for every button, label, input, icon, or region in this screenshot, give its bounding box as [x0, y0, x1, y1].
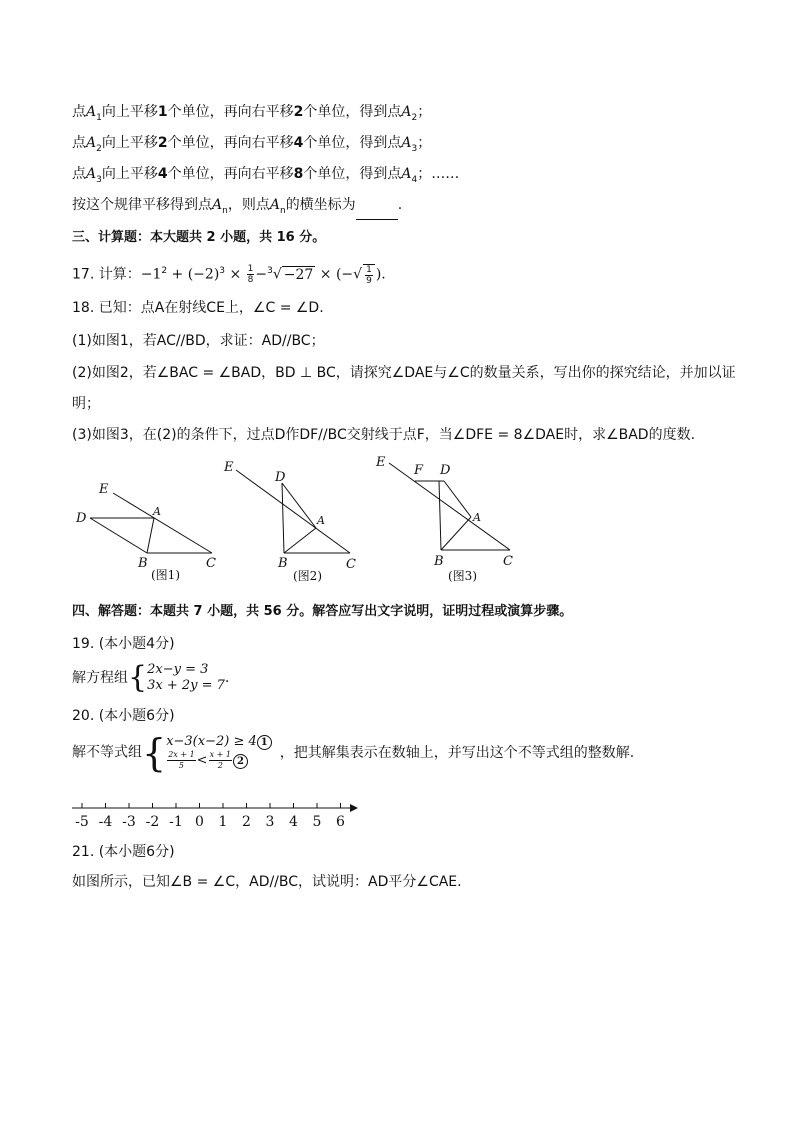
- fraction-one-ninth: $\frac{1}{9}$: [363, 264, 375, 286]
- fig3-label-D: D: [440, 463, 451, 478]
- question-21-head: 21. (本小题6分): [72, 844, 175, 860]
- fig3-label-E: E: [376, 455, 386, 470]
- number-line-tick-label: -4: [98, 814, 113, 830]
- number-line-tick-label: 4: [289, 814, 298, 830]
- question-20-body: 解不等式组{ x−3(x−2) ≥ 4 1 $\frac{2x + 1}{5}$ < $\frac{x + 1}{2}$ 2 ，把其解集表示在数轴上，并写出这个不等式组的整数解.: [72, 730, 635, 775]
- fraction-one-eighth: $\frac{1}{8}$: [247, 264, 254, 286]
- fig1-label-A: A: [153, 505, 161, 518]
- number-line-arrow-icon: [350, 804, 358, 812]
- sequence-line-2: 点$A_2$向上平移2个单位，再向右平移4个单位，得到点$A_3$；: [72, 135, 432, 154]
- sequence-line-3: 点$A_3$向上平移4个单位，再向右平移8个单位，得到点$A_4$；……: [72, 166, 460, 185]
- number-line-tick-label: 3: [265, 814, 275, 830]
- fig1-label-D: D: [76, 511, 87, 526]
- fig1-line-EC: [113, 493, 212, 553]
- fig2-label-C: C: [346, 557, 356, 572]
- question-19-head: 19. (本小题4分): [72, 636, 175, 652]
- fig3-label-F: F: [414, 463, 424, 478]
- inequality-system: x−3(x−2) ≥ 4 1 $\frac{2x + 1}{5}$ < $\frac{x + 1}{2}$ 2: [166, 734, 272, 771]
- question-18-part-2: (2)如图2，若∠BAC = ∠BAD，BD ⊥ BC，请探究∠DAE与∠C的数量关系，写出你的探究结论，并加以证: [72, 365, 736, 381]
- fig2-line-BA: [284, 528, 316, 553]
- fig1-caption: (图1): [151, 568, 180, 582]
- fig1-label-C: C: [206, 556, 216, 571]
- fig2-line-DB: [282, 483, 284, 553]
- fig3-label-B: B: [434, 554, 444, 569]
- question-18-part-3: (3)如图3，在(2)的条件下，过点D作DF//BC交射线于点F，当∠DFE = 8∠DAE时，求∠BAD的度数.: [72, 427, 696, 443]
- question-19-body: 解方程组{ 2x−y = 3 3x + 2y = 7 .: [72, 660, 230, 695]
- number-line-tick-label: 6: [336, 814, 345, 830]
- number-line-tick-label: -1: [169, 814, 183, 830]
- question-18-head: 18. 已知：点A在射线CE上，∠C = ∠D.: [72, 300, 324, 316]
- fig2-label-D: D: [275, 470, 286, 485]
- square-root-sign: √: [353, 266, 363, 283]
- fig3-caption: (图3): [448, 569, 477, 583]
- fig2-label-E: E: [224, 460, 234, 475]
- fig1-line-DB: [90, 518, 147, 553]
- number-line-tick-label: 2: [242, 814, 251, 830]
- fig3-label-A: A: [473, 511, 481, 524]
- figures-row: [0, 455, 794, 585]
- left-brace: {: [142, 730, 167, 775]
- question-21-text: 如图所示，已知∠B = ∠C，AD//BC，试说明：AD平分∠CAE.: [72, 874, 462, 890]
- question-18-part-1: (1)如图1，若AC//BD，求证：AD//BC；: [72, 333, 325, 349]
- fig1-line-BA: [147, 518, 154, 553]
- fig1-label-E: E: [99, 482, 109, 497]
- sequence-line-1: 点$A_1$向上平移1个单位，再向右平移2个单位，得到点$A_2$；: [72, 104, 432, 123]
- cube-root-sign: √: [272, 266, 282, 283]
- fig3-line-BA: [441, 517, 471, 550]
- number-line-tick-label: -3: [122, 814, 136, 830]
- fig1-label-B: B: [138, 556, 148, 571]
- number-line-tick-label: -5: [75, 814, 89, 830]
- fig2-label-B: B: [278, 556, 288, 571]
- fig3-label-C: C: [503, 554, 513, 569]
- number-line-tick-label: 1: [218, 814, 228, 830]
- fig3-line-DB: [439, 481, 441, 550]
- number-line-tick-label: 0: [195, 814, 204, 830]
- answer-blank: [356, 205, 398, 220]
- section-3-heading: 三、计算题：本大题共 2 小题，共 16 分。: [72, 230, 326, 245]
- question-17: 17. 计算：$-1^2 + (-2)^3$ × $\frac{1}{8}$ −$^3$√ −27 × (−√ $\frac{1}{9}$ ).: [72, 264, 386, 286]
- circled-number-1: 1: [257, 735, 272, 750]
- fig2-line-DA: [282, 483, 316, 528]
- left-brace: {: [128, 660, 148, 695]
- question-18-part-2-cont: 明；: [72, 396, 100, 412]
- circled-number-2: 2: [233, 754, 248, 769]
- equation-system: 2x−y = 3 3x + 2y = 7: [147, 662, 225, 693]
- fig2-label-A: A: [317, 514, 325, 527]
- question-20-head: 20. (本小题6分): [72, 708, 175, 724]
- section-4-heading: 四、解答题：本题共 7 小题，共 56 分。解答应写出文字说明，证明过程或演算步骤。: [72, 604, 573, 619]
- fig2-caption: (图2): [293, 569, 322, 583]
- number-line-tick-label: 5: [312, 814, 322, 830]
- fig2-line-EC: [236, 470, 350, 553]
- sequence-question-line: 按这个规律平移得到点$A_n$，则点$A_n$的横坐标为 .: [72, 196, 402, 220]
- fig3-line-DA: [444, 481, 471, 517]
- number-line-tick-label: -2: [145, 814, 160, 830]
- number-line: [0, 798, 794, 838]
